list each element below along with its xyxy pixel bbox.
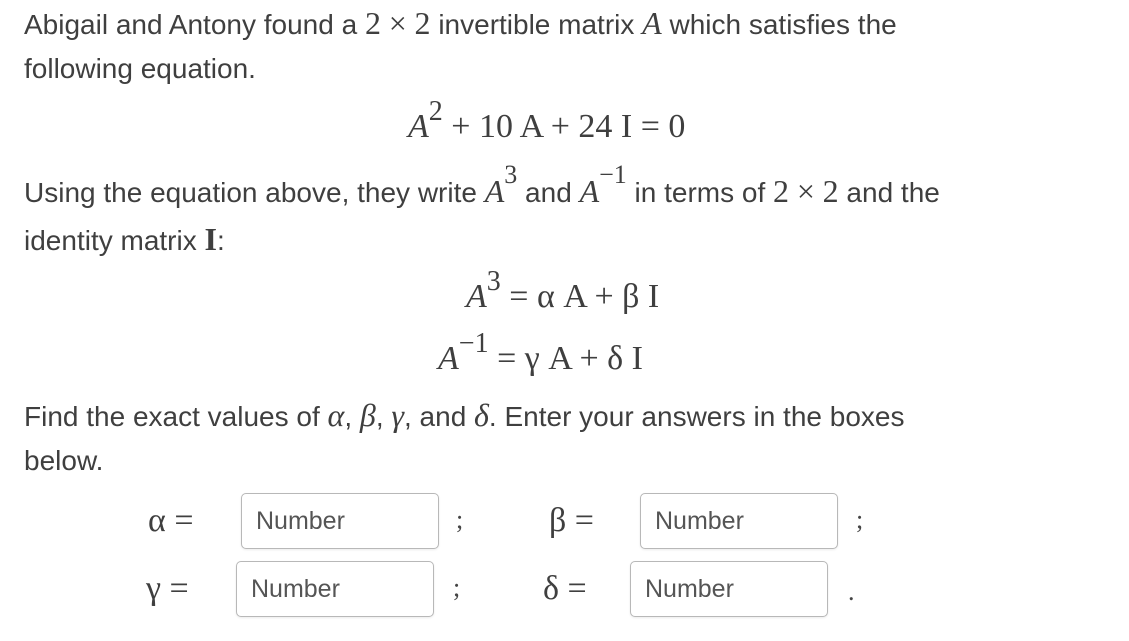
using-dim-a: 2	[773, 173, 790, 209]
using-expinv: −1	[599, 160, 627, 189]
beta-input[interactable]: Number	[640, 493, 838, 549]
delta-label: δ =	[543, 570, 587, 607]
alpha-input[interactable]: Number	[241, 493, 439, 549]
semicolon-1: ;	[456, 505, 464, 534]
find-delta: δ	[474, 397, 489, 433]
find-beta: β	[359, 397, 376, 433]
main-eq-rest: + 10 A + 24 I = 0	[442, 108, 686, 145]
find-text-2: . Enter your answers in the boxes	[488, 401, 905, 432]
eq-cube-exp: 3	[486, 266, 501, 297]
using-text-3: and the	[838, 177, 940, 208]
eq-inv-A: A	[438, 340, 459, 377]
find-c2: ,	[375, 401, 392, 432]
eq-inv-exp: −1	[458, 328, 489, 359]
eq-inverse	[438, 328, 643, 378]
eq-inv-rhs: = γ A + δ I	[497, 340, 643, 377]
gamma-input[interactable]: Number	[236, 561, 434, 617]
beta-label: β =	[549, 502, 594, 539]
find-c1: ,	[344, 401, 360, 432]
using-text-2: in terms of	[626, 177, 774, 208]
find-line-1	[24, 392, 904, 440]
eq-cube-A: A	[466, 278, 487, 315]
intro-line-2: following equation.	[24, 53, 256, 84]
dim-a: 2	[364, 5, 381, 41]
semicolon-3: ;	[453, 573, 461, 602]
intro-text-3: which satisfies the	[661, 9, 897, 40]
intro-line-1	[24, 0, 897, 48]
using-dim-b: 2	[822, 173, 839, 209]
dim-b: 2	[414, 5, 431, 41]
using-text-1: Using the equation above, they write	[24, 177, 485, 208]
intro-text-2: invertible matrix	[430, 9, 643, 40]
period: .	[848, 577, 855, 606]
gamma-label: γ =	[146, 570, 189, 607]
using-line2-text: identity matrix	[24, 225, 205, 256]
using-A3: A	[484, 173, 505, 209]
identity-I-symbol: I	[204, 221, 217, 257]
using-colon: :	[216, 225, 225, 256]
times-symbol: ×	[388, 5, 407, 41]
semicolon-2: ;	[856, 505, 864, 534]
find-text-1: Find the exact values of	[24, 401, 328, 432]
using-Ainv: A	[579, 173, 600, 209]
eq-cube	[466, 266, 660, 316]
eq-cube-rhs: = α A + β I	[509, 278, 660, 315]
using-and: and	[517, 177, 580, 208]
using-exp3: 3	[504, 160, 518, 189]
main-eq-exponent: 2	[428, 96, 443, 127]
delta-input[interactable]: Number	[630, 561, 828, 617]
intro-text-1: Abigail and Antony found a	[24, 9, 365, 40]
find-c3: , and	[403, 401, 475, 432]
using-line-1	[24, 160, 940, 216]
main-equation	[408, 96, 686, 146]
main-eq-A: A	[408, 108, 429, 145]
find-line-2: below.	[24, 445, 104, 476]
find-alpha: α	[327, 397, 345, 433]
find-gamma: γ	[391, 397, 404, 433]
matrix-a-symbol: A	[642, 5, 662, 41]
using-times: ×	[796, 173, 815, 209]
using-line-2	[24, 216, 225, 264]
alpha-label: α =	[148, 502, 194, 539]
